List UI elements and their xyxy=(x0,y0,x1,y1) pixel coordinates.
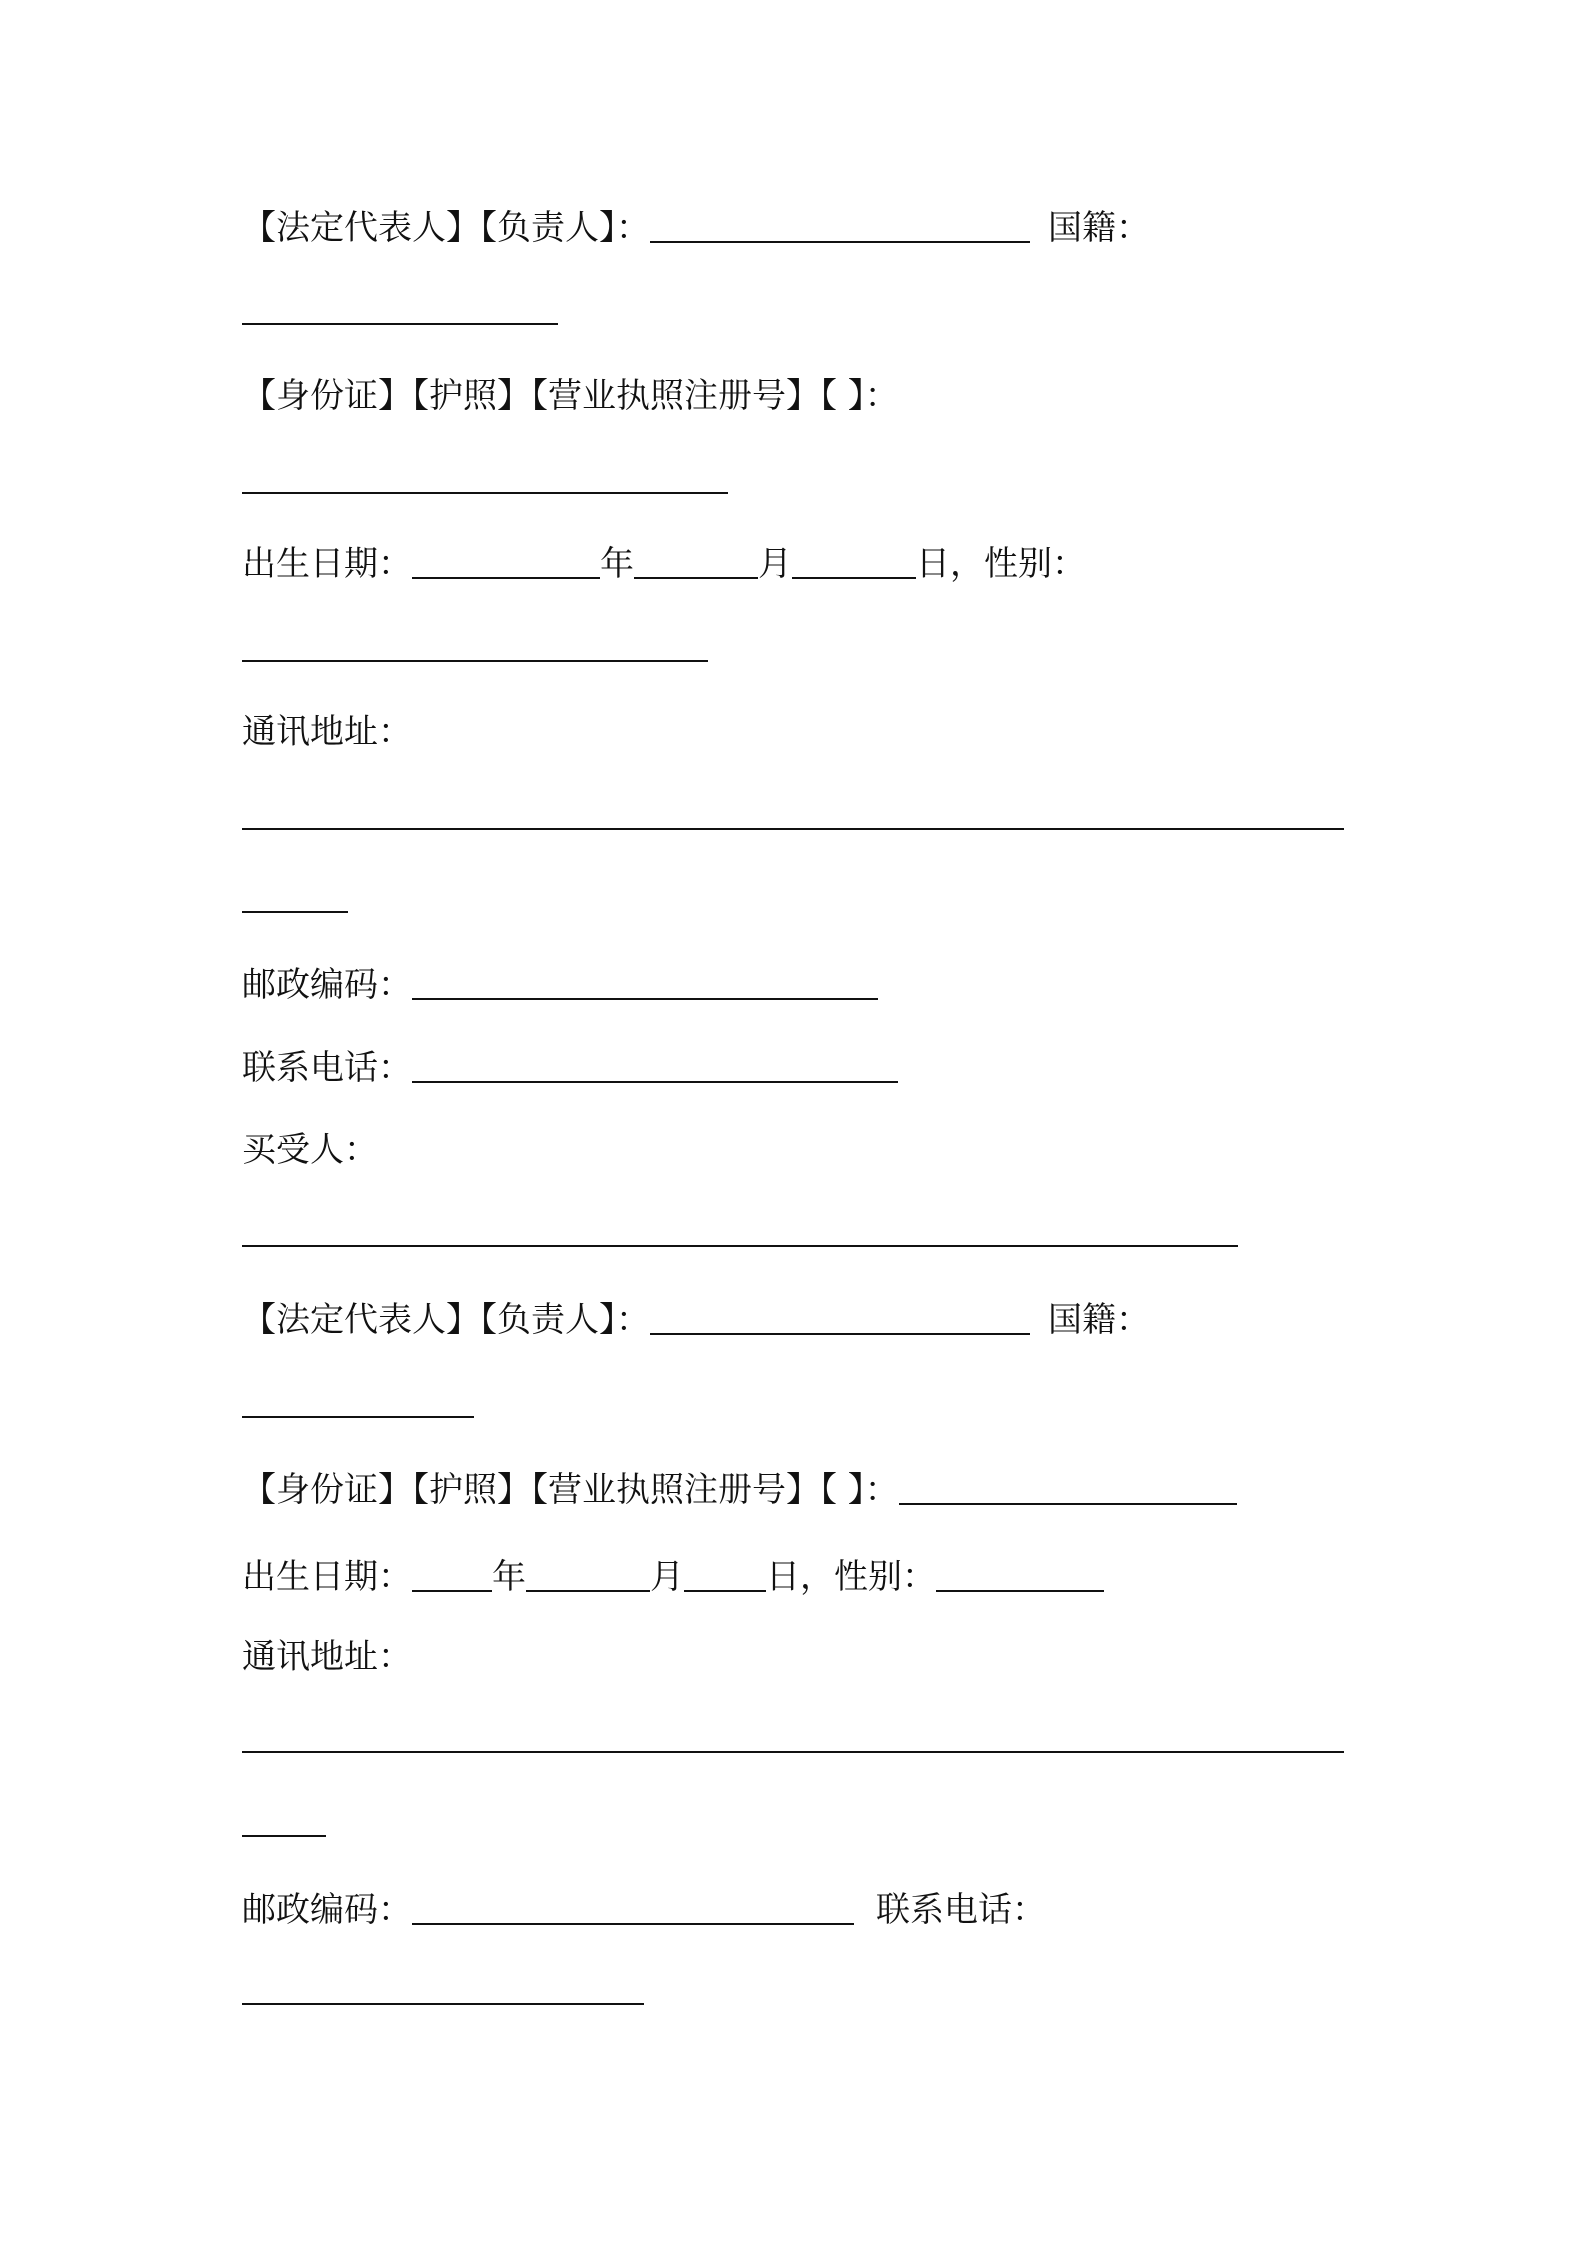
buyer-address-blank-row xyxy=(242,1713,1344,1773)
seller-id-blank-row xyxy=(242,454,728,514)
seller-birth-day-label: 日， xyxy=(916,544,984,584)
buyer-nationality-row xyxy=(242,1378,474,1438)
seller-rep-blank[interactable] xyxy=(650,207,1030,243)
buyer-address-row xyxy=(242,1627,412,1687)
buyer-id-row xyxy=(242,1460,1237,1520)
seller-address-blank-row xyxy=(242,790,1344,850)
buyer-postcode-row xyxy=(242,1880,1046,1940)
seller-phone-row xyxy=(242,1038,898,1098)
buyer-birth-label: 出生日期： xyxy=(242,1557,412,1597)
buyer-birth-month-label: 月 xyxy=(650,1557,684,1597)
seller-birth-row xyxy=(242,534,1086,594)
seller-id-row xyxy=(242,366,899,426)
buyer-address-label: 通讯地址： xyxy=(242,1637,412,1677)
buyer-birth-day-label: 日， xyxy=(766,1557,834,1597)
seller-rep-row xyxy=(242,198,1150,258)
buyer-label: 买受人： xyxy=(242,1130,378,1170)
buyer-address-blank-row-2 xyxy=(242,1797,326,1857)
buyer-birth-row xyxy=(242,1547,1104,1607)
buyer-gender-label: 性别： xyxy=(834,1557,936,1597)
buyer-blank[interactable] xyxy=(242,1211,1238,1247)
buyer-birth-year-label: 年 xyxy=(492,1557,526,1597)
seller-postcode-blank[interactable] xyxy=(412,964,878,1000)
seller-address-blank-2[interactable] xyxy=(242,877,348,913)
buyer-birth-day-blank[interactable] xyxy=(684,1556,766,1592)
buyer-rep-label: 【法定代表人】【负责人】： xyxy=(242,1300,650,1340)
seller-birth-day-blank[interactable] xyxy=(792,543,916,579)
buyer-rep-blank[interactable] xyxy=(650,1299,1030,1335)
buyer-address-blank[interactable] xyxy=(242,1717,1344,1753)
seller-birth-month-label: 月 xyxy=(758,544,792,584)
buyer-phone-label: 联系电话： xyxy=(876,1890,1046,1930)
seller-postcode-label: 邮政编码： xyxy=(242,965,412,1005)
seller-gender-blank-row xyxy=(242,622,708,682)
buyer-gender-blank[interactable] xyxy=(936,1556,1104,1592)
buyer-address-blank-2[interactable] xyxy=(242,1801,326,1837)
buyer-blank-row xyxy=(242,1207,1238,1267)
seller-gender-label: 性别： xyxy=(984,544,1086,584)
seller-birth-year-label: 年 xyxy=(600,544,634,584)
buyer-id-label: 【身份证】【护照】【营业执照注册号】【 】： xyxy=(242,1470,899,1510)
seller-rep-label: 【法定代表人】【负责人】： xyxy=(242,208,650,248)
seller-birth-year-blank[interactable] xyxy=(412,543,600,579)
seller-id-blank[interactable] xyxy=(242,458,728,494)
buyer-id-blank[interactable] xyxy=(899,1469,1237,1505)
buyer-phone-blank[interactable] xyxy=(242,1969,644,2005)
buyer-phone-blank-row xyxy=(242,1965,644,2025)
seller-phone-blank[interactable] xyxy=(412,1047,898,1083)
seller-nationality-blank[interactable] xyxy=(242,289,558,325)
buyer-birth-year-blank[interactable] xyxy=(412,1556,492,1592)
seller-nationality-label: 国籍： xyxy=(1048,208,1150,248)
seller-address-blank-row-2 xyxy=(242,873,348,933)
buyer-postcode-label: 邮政编码： xyxy=(242,1890,412,1930)
buyer-nationality-blank[interactable] xyxy=(242,1382,474,1418)
seller-address-label: 通讯地址： xyxy=(242,712,412,752)
buyer-postcode-blank[interactable] xyxy=(412,1889,854,1925)
seller-address-blank[interactable] xyxy=(242,794,1344,830)
buyer-birth-month-blank[interactable] xyxy=(526,1556,650,1592)
seller-postcode-row xyxy=(242,955,878,1015)
seller-phone-label: 联系电话： xyxy=(242,1048,412,1088)
seller-gender-blank[interactable] xyxy=(242,626,708,662)
buyer-nationality-label: 国籍： xyxy=(1048,1300,1150,1340)
seller-birth-label: 出生日期： xyxy=(242,544,412,584)
buyer-row xyxy=(242,1120,378,1180)
seller-address-row xyxy=(242,702,412,762)
seller-nationality-row xyxy=(242,285,558,345)
seller-id-label: 【身份证】【护照】【营业执照注册号】【 】： xyxy=(242,376,899,416)
buyer-rep-row xyxy=(242,1290,1150,1350)
seller-birth-month-blank[interactable] xyxy=(634,543,758,579)
